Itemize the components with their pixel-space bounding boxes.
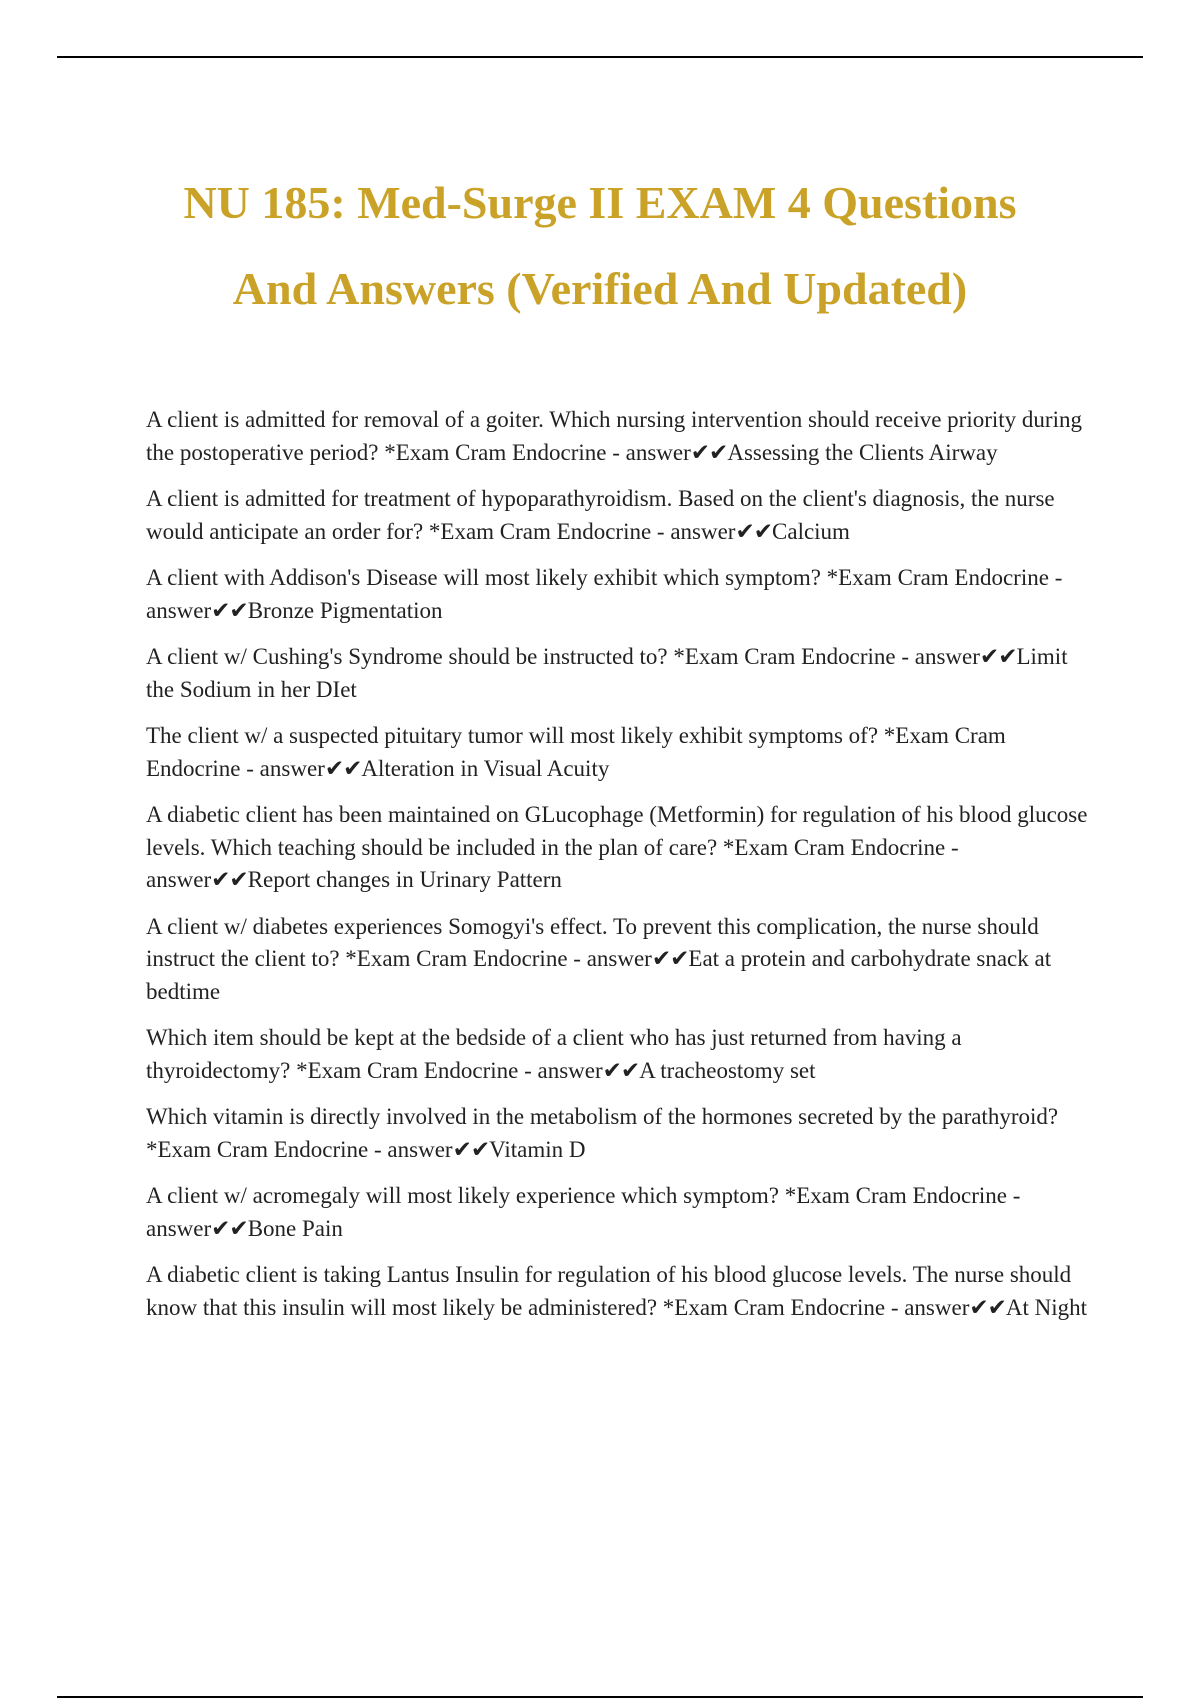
double-check-icon: ✔✔	[211, 597, 248, 623]
question-text: A diabetic client has been maintained on GLucophage (Metformin) for regulation of his blood glucose levels. Which teaching should be included in the plan of care? *Exam Cram Endocrine - answer	[146, 802, 1088, 892]
answer-text: Calcium	[772, 518, 850, 544]
answer-text: Alteration in Visual Acuity	[361, 755, 610, 781]
qa-item	[146, 483, 1090, 548]
question-text: The client w/ a suspected pituitary tumor will most likely exhibit symptoms of? *Exam Cram Endocrine - answer	[146, 723, 1006, 781]
qa-item	[146, 799, 1090, 897]
double-check-icon: ✔✔	[690, 439, 728, 465]
qa-item	[146, 720, 1090, 785]
qa-item	[146, 1259, 1090, 1324]
question-text: A diabetic client is taking Lantus Insulin for regulation of his blood glucose levels. The nurse should know that this insulin will most likely be administered? *Exam Cram Endocrine - answer	[146, 1262, 1072, 1320]
question-text: A client with Addison's Disease will most likely exhibit which symptom? *Exam Cram Endocrine - answer	[146, 565, 1063, 623]
qa-item	[146, 911, 1090, 1009]
double-check-icon: ✔✔	[602, 1057, 640, 1083]
qa-list	[146, 404, 1090, 1338]
question-text: A client w/ acromegaly will most likely experience which symptom? *Exam Cram Endocrine - answer	[146, 1183, 1021, 1241]
qa-item	[146, 641, 1090, 706]
answer-text: Bronze Pigmentation	[247, 597, 443, 623]
question-text: A client is admitted for treatment of hypoparathyroidism. Based on the client's diagnosis, the nurse would anticipate an order for? *Exam Cram Endocrine - answer	[146, 486, 1055, 544]
double-check-icon: ✔✔	[324, 755, 362, 781]
question-text: Which vitamin is directly involved in the metabolism of the hormones secreted by the parathyroid? *Exam Cram Endocrine - answer	[146, 1104, 1059, 1162]
double-check-icon: ✔✔	[979, 644, 1017, 669]
question-text: A client w/ diabetes experiences Somogyi's effect. To prevent this complication, the nurse should instruct the client to? *Exam Cram Endocrine - answer	[146, 913, 1039, 971]
title-line-2: And Answers (Verified And Updated)	[232, 263, 968, 314]
answer-text: Limit the Sodium in her DIet	[146, 644, 1068, 702]
double-check-icon: ✔✔	[452, 1136, 490, 1162]
question-text: A client is admitted for removal of a goiter. Which nursing intervention should receive priority during the postoperative period? *Exam Cram Endocrine - answer	[146, 407, 1082, 465]
double-check-icon: ✔✔	[211, 867, 248, 892]
answer-text: Assessing the Clients Airway	[727, 439, 998, 465]
double-check-icon: ✔✔	[651, 946, 689, 971]
qa-item	[146, 562, 1090, 627]
bottom-rule	[57, 1696, 1143, 1698]
answer-text: Vitamin D	[489, 1136, 586, 1162]
answer-text: At Night	[1005, 1294, 1088, 1320]
title-line-1: NU 185: Med-Surge II EXAM 4 Questions	[183, 177, 1017, 228]
qa-item	[146, 404, 1090, 469]
double-check-icon: ✔✔	[735, 518, 773, 544]
double-check-icon: ✔✔	[211, 1215, 248, 1241]
qa-item	[146, 1022, 1090, 1087]
question-text: A client w/ Cushing's Syndrome should be instructed to? *Exam Cram Endocrine - answer	[146, 644, 980, 669]
document-title	[0, 160, 1200, 332]
top-rule	[57, 56, 1143, 58]
answer-text: Eat a protein and carbohydrate snack at bedtime	[146, 946, 1052, 1004]
qa-item	[146, 1180, 1090, 1245]
answer-text: A tracheostomy set	[639, 1057, 816, 1083]
qa-item	[146, 1101, 1090, 1166]
question-text: Which item should be kept at the bedside of a client who has just returned from having a thyroidectomy? *Exam Cram Endocrine - answer	[146, 1025, 962, 1083]
answer-text: Bone Pain	[247, 1215, 343, 1241]
answer-text: Report changes in Urinary Pattern	[247, 867, 562, 892]
double-check-icon: ✔✔	[969, 1294, 1006, 1320]
